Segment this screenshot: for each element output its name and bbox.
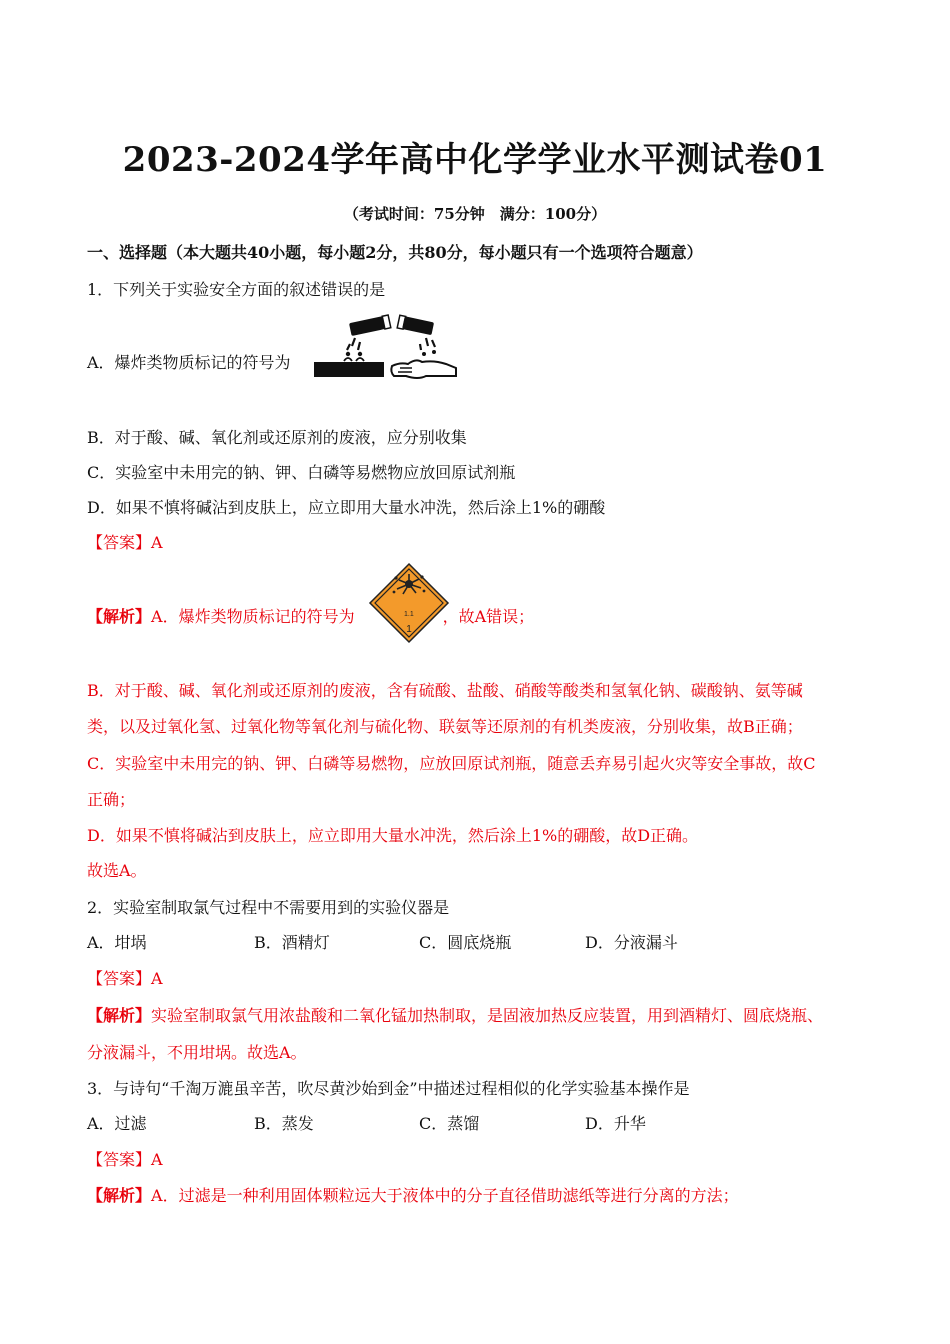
q3-answer: 【答案】A [87,1150,163,1169]
q1-answer: 【答案】A [87,533,163,552]
q1-option-d: D．如果不慎将碱沾到皮肤上，应立即用大量水冲洗，然后涂上1%的硼酸 [87,498,606,517]
q1-option-c: C．实验室中未用完的钠、钾、白磷等易燃物应放回原试剂瓶 [87,463,516,482]
q3-stem: 3．与诗句“千淘万漉虽辛苦，吹尽黄沙始到金”中描述过程相似的化学实验基本操作是 [87,1079,690,1098]
q2-option-a: A．坩埚 [87,933,147,952]
q1-stem: 1．下列关于实验安全方面的叙述错误的是 [87,280,386,299]
section-heading: 一、选择题（本大题共40小题，每小题2分，共80分，每小题只有一个选项符合题意） [87,243,703,262]
q2-option-b: B．酒精灯 [254,933,330,952]
q3-analysis-text: A．过滤是一种利用固体颗粒远大于液体中的分子直径借助滤纸等进行分离的方法； [151,1186,739,1205]
q1-conclusion: 故选A。 [87,861,147,880]
corrosive-symbol-icon [312,314,458,384]
page-title: 2023-2024学年高中化学学业水平测试卷01 [122,140,828,180]
q1-analysis-c1: C．实验室中未用完的钠、钾、白磷等易燃物，应放回原试剂瓶，随意丢弃易引起火灾等安全事故，故C [87,754,816,773]
q2-analysis-1 [87,1003,823,1026]
analysis-label: 【解析】 [87,1186,152,1205]
q1-analysis-d: D．如果不慎将碱沾到皮肤上，应立即用大量水冲洗，然后涂上1%的硼酸，故D正确。 [87,826,699,845]
q2-analysis-2: 分液漏斗，不用坩埚。故选A。 [87,1043,307,1062]
q1-analysis-a [87,604,534,627]
explosive-hazard-icon [368,562,450,644]
q1-analysis-c2: 正确； [87,790,136,809]
q2-option-d: D．分液漏斗 [585,933,678,952]
q1-option-a: A．爆炸类物质标记的符号为 [87,353,291,372]
q1-analysis-b2: 类，以及过氧化氢、过氧化物等氧化剂与硫化物、联氨等还原剂的有机类废液，分别收集，故B正确； [87,717,803,736]
q3-analysis-1 [87,1183,739,1206]
q1-option-b: B．对于酸、碱、氧化剂或还原剂的废液，应分别收集 [87,428,467,447]
q2-option-c: C．圆底烧瓶 [419,933,512,952]
explosive-division-label: 1.1 [404,611,414,618]
q3-option-c: C．蒸馏 [419,1114,480,1133]
q2-stem: 2．实验室制取氯气过程中不需要用到的实验仪器是 [87,898,450,917]
q1-analysis-b1: B．对于酸、碱、氧化剂或还原剂的废液，含有硫酸、盐酸、硝酸等酸类和氢氧化钠、碳酸钠、氨等碱 [87,681,803,700]
exam-info: （考试时间：75分钟 满分：100分） [343,205,607,223]
analysis-a-text: A．爆炸类物质标记的符号为 [151,607,355,626]
analysis-a-end: ，故A错误； [442,607,535,626]
q2-analysis-text: 实验室制取氯气用浓盐酸和二氧化锰加热制取，是固液加热反应装置，用到酒精灯、圆底烧瓶、 [151,1006,824,1025]
q2-answer: 【答案】A [87,969,163,988]
analysis-label: 【解析】 [87,1006,152,1025]
q3-option-a: A．过滤 [87,1114,147,1133]
q3-option-d: D．升华 [585,1114,646,1133]
analysis-label: 【解析】 [87,607,152,626]
explosive-class-number: 1 [406,624,412,635]
q3-option-b: B．蒸发 [254,1114,314,1133]
